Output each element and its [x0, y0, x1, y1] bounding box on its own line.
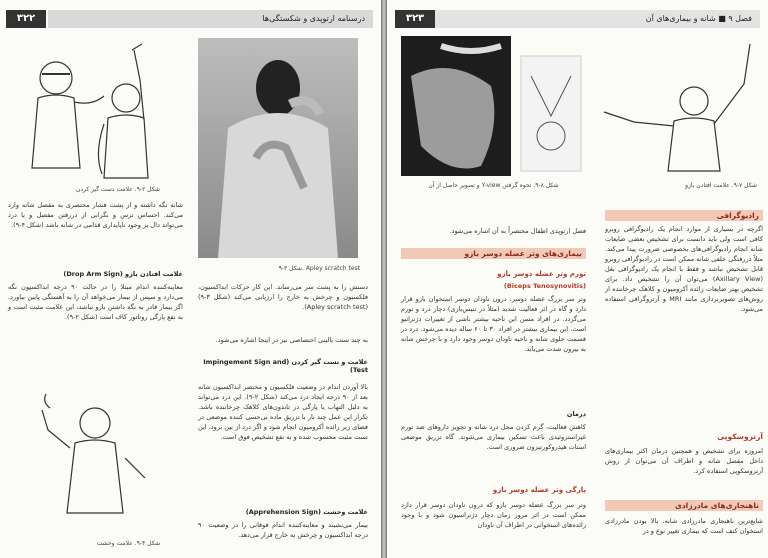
drop-arm-figure — [599, 36, 759, 176]
left-page-number: ۳۲۲ — [6, 10, 46, 28]
drop-arm-heading: علامت افتادن بازو (Drop Arm Sign) — [63, 270, 183, 278]
radiography-text-body: اگرچه در بسیاری از موارد انجام یک رادیوگرافی روبرو کافی است ولی باید دانست برای تشخیص بعضی ضایعات شانه انجام رادیوگرافی‌های بخصوصی ضرورت پیدا می‌کند. مثلاً دررفتگی خلفی شانه ممکن است در رادیوگرافی روبرو قابل تشخیص نباشد و فقط با انجام یک رادیوگرافی بغل (Axillary View) می‌توان آن را تشخیص داد. برای تشخیص بهتر ضایعات زائده آکرومیون و کلاهک چرخاننده از روش‌های تصویربرداری مانند MRI و آرتروگرافی استفاده می‌شود. — [605, 225, 763, 313]
congenital-text — [605, 516, 763, 536]
figure-caption: شکل ۴-۹. علامت وحشت — [96, 540, 160, 547]
y-view-xray-illustration — [401, 36, 586, 176]
y-view-xray-figure — [401, 36, 586, 176]
left-running-head-text: درسنامه ارتوپدی و شکستگی‌ها — [262, 14, 365, 23]
right-running-head-text: فصل ۹ ■ شانه و بیماری‌های آن — [645, 14, 752, 23]
right-page-number: ۳۲۳ — [395, 10, 435, 28]
apley-paragraph — [198, 282, 368, 312]
rupture-text-body: وتر سر بزرگ عضله دوسر بازو که درون ناودان دوسر قرار دارد ممکن است در اثر مرور زمان دچار دژنراسیون شود و با وجود زائده‌های استخوانی در اطراف آن ناودان — [401, 501, 586, 529]
apley-scratch-photo — [198, 38, 358, 258]
congenital-heading: ناهنجاری‌های مادرزادی — [605, 500, 763, 511]
rupture-heading: پارگی وتر عضله دوسر بازو — [492, 486, 586, 494]
pediatric-note-text: فصل ارتوپدی اطفال مختصراً به آن اشاره می‌شود. — [449, 227, 586, 235]
figure-caption: شکل ۸-۹. نحوه گرفتن Y-view و تصویر حاصل از آن — [428, 182, 559, 189]
tendinitis-text-body: وتر سر بزرگ عضله دوسر، درون ناودان دوسر استخوان بازو قرار دارد و گاه در اثر فعالیت شدید (مثلاً در تنیس‌بازی) دچار درد و تورم می‌گردد. در افراد مسن این ناحیه بیشتر ناشی از تغییرات دژنراتیو است. این بیماری بیشتر در افراد ۳۰ تا ۶۰ ساله دیده می‌شود. درد در قسمت جلوی شانه و ناحیه ناودان دوسر وجود دارد و با چرخش شانه به بیرون شدت می‌یابد. — [401, 295, 587, 353]
figure-caption: شکل ۳-۹. Apley scratch test — [278, 265, 360, 272]
pediatric-note — [401, 226, 586, 236]
tendinitis-term: (Biceps Tenosynovitis) — [503, 282, 586, 290]
right-page — [387, 0, 768, 558]
drop-arm-text-body: معاینه‌کننده اندام مبتلا را در حالت ۹۰ درجه ابداکسیون نگه می‌دارد و سپس از بیمار می‌خواهد آن را به آهستگی پایین بیاورد. اگر بیمار قادر به نگه داشتن بازو نباشد، این علامت مثبت است و به نفع پارگی روتاتور کاف است (شکل ۲-۹). — [8, 283, 183, 321]
radiography-heading: رادیوگرافی — [605, 210, 763, 221]
treatment-text — [401, 422, 586, 452]
paragraph — [8, 200, 183, 230]
congenital-text-body: شایع‌ترین ناهنجاری مادرزادی شانه، بالا بودن مادرزادی استخوان کتف است که بیماری تغییر نوع و در — [605, 517, 763, 535]
treatment-heading: درمان — [566, 410, 586, 418]
apprehension-text — [198, 520, 368, 540]
drop-arm-illustration — [599, 36, 759, 176]
impingement-illustration — [8, 38, 173, 183]
left-running-head — [48, 10, 373, 28]
arthroscopy-heading: آرتروسکوپی — [717, 432, 763, 441]
biceps-heading: بیماری‌های وتر عضله دوسر بازو — [401, 248, 586, 259]
left-page — [0, 0, 381, 558]
tendinitis-text — [401, 294, 586, 354]
radiography-text — [605, 224, 763, 314]
tendinitis-heading: تورم وتر عضله دوسر بازو — [497, 270, 586, 278]
tests-intro — [198, 335, 368, 345]
impingement-heading: علامت و تست گیر کردن (Impingement Sign and Test) — [203, 358, 368, 374]
impingement-text-body: بالا آوردن اندام در وضعیت فلکسیون و مختصر ابداکسیون شانه بعد از ۹۰ درجه ایجاد درد می‌کند (شکل ۲-۹). این درد می‌تواند به دلیل التهاب یا پارگی در تاندون‌های کلاهک چرخاننده باشد. تکرار این عمل چند بار با تزریق ماده بی‌حسی کننده موضعی در فضای زیر زائده آکرومیون انجام شود و اگر درد از بین برود، این تست مثبت محسوب شده و به نفع تشخیص فوق است. — [198, 383, 368, 441]
rupture-text — [401, 500, 586, 530]
apley-scratch-illustration — [198, 38, 358, 258]
right-running-head — [435, 10, 760, 28]
arthroscopy-text — [605, 446, 763, 476]
apprehension-text-body: بیمار می‌نشیند و معاینه‌کننده اندام فوقانی را در وضعیت ۹۰ درجه ابداکسیون و چرخش به خارج قرار می‌دهد. — [198, 521, 368, 539]
treatment-text-body: کاهش فعالیت، گرم کردن محل درد شانه و تجویز داروهای ضد تورم غیراستروئیدی باعث تسکین بیماری می‌شوند. گاه تزریق موضعی استات هیدروکورتیزون ضروری است. — [401, 423, 586, 451]
figure-caption: شکل ۷-۹. علامت افتادن بازو — [685, 182, 757, 189]
arthroscopy-text-body: امروزه برای تشخیص و همچنین درمان اکثر بیماری‌های داخل مفصل شانه و اطراف آن می‌توان از روش آرتروسکوپی استفاده کرد. — [605, 447, 763, 475]
tests-intro-text: به چند تست بالینی اختصاصی نیز در اینجا اشاره می‌شود. — [215, 336, 368, 344]
apprehension-heading: علامت وحشت (Apprehension Sign) — [245, 508, 368, 516]
impingement-sign-figure — [8, 38, 173, 183]
figure-caption: شکل ۲-۹. علامت دست گیر کردن — [75, 186, 160, 193]
paragraph-text: شانه نگه داشته و از پشت فشار مختصری به مفصل شانه وارد می‌کند. احساس ترس و نگرانی از دررفتن مفصل و یا درد می‌تواند دال بر وجود ناپایداری قدامی در شانه باشد (شکل ۴-۹). — [8, 201, 183, 229]
impingement-text — [198, 382, 368, 442]
apprehension-sign-figure — [30, 388, 160, 538]
drop-arm-text — [8, 282, 183, 322]
apprehension-illustration — [30, 388, 160, 538]
apley-paragraph-text: دستش را به پشت سر می‌رساند. این کار حرکات ابداکسیون، فلکسیون و چرخش به خارج را ارزیابی می‌کند (شکل ۳-۹) (Apley scratch test). — [198, 283, 368, 311]
